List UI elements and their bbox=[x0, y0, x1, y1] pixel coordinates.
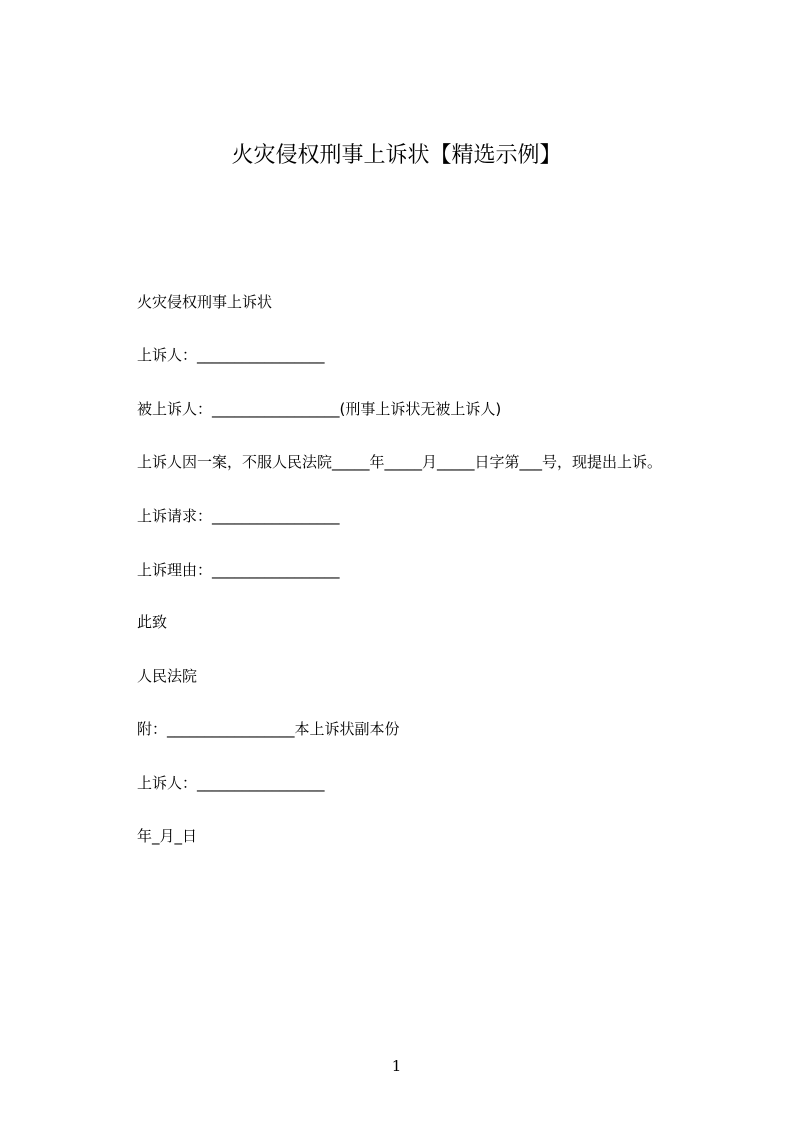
document-title: 火灾侵权刑事上诉状【精选示例】 bbox=[231, 143, 562, 168]
signature-line: 上诉人：_________________ bbox=[137, 774, 325, 792]
appellee-line: 被上诉人：_________________(刑事上诉状无被上诉人) bbox=[137, 400, 502, 418]
appellant-line: 上诉人：_________________ bbox=[137, 346, 325, 364]
appeal-statement-line: 上诉人因一案，不服人民法院_____年_____月_____日字第___号，现提出上诉。 bbox=[137, 453, 663, 471]
court-line: 人民法院 bbox=[137, 667, 198, 685]
page-number: 1 bbox=[391, 1057, 402, 1075]
heading-line: 火灾侵权刑事上诉状 bbox=[137, 293, 273, 311]
date-line: 年_月_日 bbox=[137, 827, 198, 845]
attachment-line: 附：_________________本上诉状副本份 bbox=[137, 720, 400, 738]
appeal-reason-line: 上诉理由：_________________ bbox=[137, 561, 340, 579]
salutation-line: 此致 bbox=[137, 613, 168, 631]
appeal-request-line: 上诉请求：_________________ bbox=[137, 507, 340, 525]
